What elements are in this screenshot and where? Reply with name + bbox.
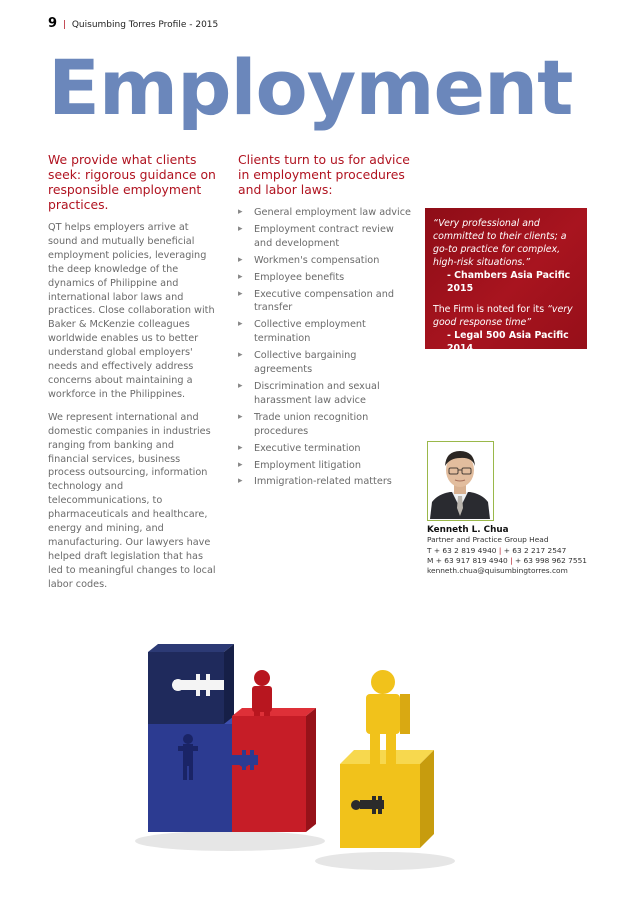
arrow-bullet-icon: ▸ xyxy=(238,254,243,265)
list-item: ▸ Workmen's compensation xyxy=(238,254,380,266)
arrow-bullet-icon: ▸ xyxy=(238,271,243,282)
publication-name: Quisumbing Torres Profile - 2015 xyxy=(71,20,219,30)
list-item: ▸ Employment contract review and development xyxy=(238,223,394,249)
arrow-bullet-icon: ▸ xyxy=(238,411,243,422)
services-column xyxy=(238,152,413,492)
services-list xyxy=(238,206,413,489)
puzzle-cubes-image xyxy=(120,636,480,876)
list-item: ▸ Employment litigation xyxy=(238,459,361,471)
page-title: Employment xyxy=(48,43,573,132)
arrow-bullet-icon: ▸ xyxy=(238,476,243,487)
partner-name: Kenneth L. Chua xyxy=(427,525,509,535)
arrow-bullet-icon: ▸ xyxy=(238,442,243,453)
testimonial-box xyxy=(425,208,587,354)
testimonial-quote-2: “very good response time” xyxy=(433,304,573,328)
partner-role: Partner and Practice Group Head xyxy=(427,535,549,545)
page-number: 9 xyxy=(48,16,58,31)
arrow-bullet-icon: ▸ xyxy=(238,380,243,391)
intro-lead: We provide what clients seek: rigorous guidance on responsible employment practices. xyxy=(48,152,216,212)
services-lead: Clients turn to us for advice in employment procedures and labor laws: xyxy=(238,152,410,197)
puzzle-cubes-illustration xyxy=(120,636,480,876)
partner-email[interactable]: kenneth.chua@quisumbingtorres.com xyxy=(427,566,568,576)
intro-paragraph-2: We represent international and domestic companies in industries ranging from banking and financial services, business process outsourcing, information technology and telecommunications, to pharmaceuticals and healthcare, energy and mining, and manufacturing. Our lawyers have helped draft legislation that has led to meaningful changes to local labor codes. xyxy=(48,411,216,590)
partner-mobile: M + 63 917 819 4940 | + 63 998 962 7551 xyxy=(427,555,587,565)
testimonial-source-1: - Chambers Asia Pacific 2015 xyxy=(447,270,571,294)
partner-photo xyxy=(427,441,494,521)
arrow-bullet-icon: ▸ xyxy=(238,459,243,470)
arrow-bullet-icon: ▸ xyxy=(238,207,243,217)
testimonial-source-2: - Legal 500 Asia Pacific 2014 xyxy=(447,330,569,354)
testimonial-statement: The Firm is noted for its “very good response time” xyxy=(433,304,573,328)
list-item: ▸ Executive compensation and transfer xyxy=(238,288,395,314)
intro-paragraph-1: QT helps employers arrive at sound and mutually beneficial employment policies, leveraging the deep knowledge of the dynamics of Philippine and international labor laws and practices. Close collaboration with Baker & McKenzie colleagues worldwide enables us to better understand global employers' needs and effectively address concerns about maintaining a workforce in the Philippines. xyxy=(48,222,215,400)
arrow-bullet-icon: ▸ xyxy=(238,288,243,299)
list-item: ▸ Immigration-related matters xyxy=(238,476,392,488)
header-separator: | xyxy=(62,20,66,30)
list-item: ▸ Trade union recognition procedures xyxy=(238,411,369,437)
list-item: ▸ Collective bargaining agreements xyxy=(238,350,357,376)
partner-portrait-image xyxy=(428,442,492,519)
page-header xyxy=(48,16,218,31)
testimonial-quote-1: “Very professional and committed to their clients; a go-to practice for complex, high-risk situations.” xyxy=(433,218,567,268)
partner-contact xyxy=(427,525,617,576)
partner-telephone: T + 63 2 819 4940 | + 63 2 217 2547 xyxy=(427,545,567,555)
arrow-bullet-icon: ▸ xyxy=(238,350,243,361)
list-item: ▸ Discrimination and sexual harassment law advice xyxy=(238,380,380,406)
arrow-bullet-icon: ▸ xyxy=(238,319,243,330)
arrow-bullet-icon: ▸ xyxy=(238,223,243,234)
list-item: ▸ Executive termination xyxy=(238,442,361,454)
list-item: ▸ General employment law advice xyxy=(238,207,411,218)
intro-column xyxy=(48,152,216,601)
list-item: ▸ Collective employment termination xyxy=(238,319,366,345)
list-item: ▸ Employee benefits xyxy=(238,271,345,283)
